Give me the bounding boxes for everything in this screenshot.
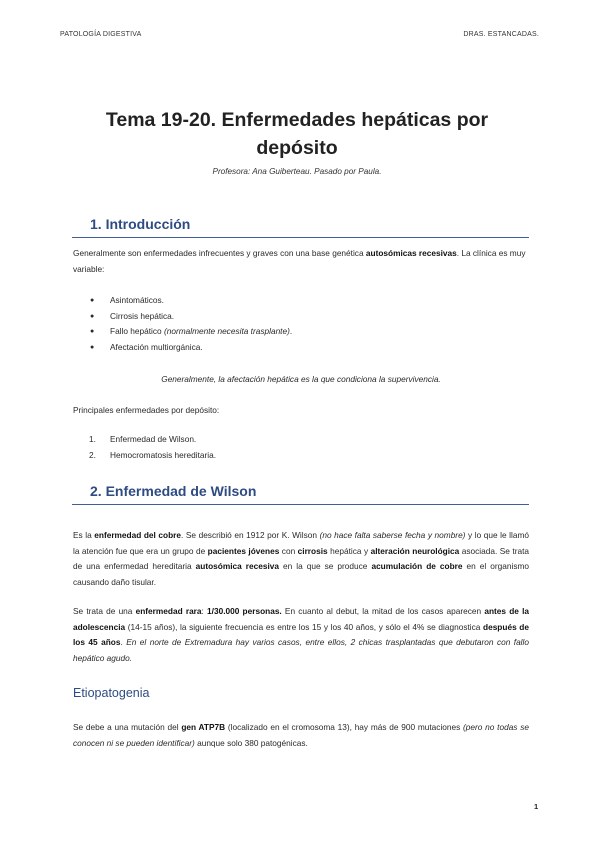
list-item-text: Hemocromatosis hereditaria.: [110, 449, 217, 460]
bold-run: autosómica recesiva: [195, 561, 280, 571]
text-run: :: [201, 606, 208, 616]
text-run: (14-15 años), la siguiente frecuencia es entre los 15 y los 40 años, y sólo el 4% se diagnostica: [125, 621, 484, 632]
section-2-heading: [90, 483, 256, 499]
title-line-1: Tema 19-20. Enfermedades hepáticas por: [105, 109, 489, 131]
text-run: . Se describió en 1912 por K. Wilson: [181, 530, 320, 540]
list-item-text: Enfermedad de Wilson.: [110, 434, 197, 444]
list-item-text: Afectación multiorgánica.: [110, 341, 203, 352]
bold-run: pacientes jóvenes: [207, 545, 280, 556]
list-item-text: Fallo hepático: [110, 326, 164, 336]
text-run: (localizado en el cromosoma 13), hay más de 900 mutaciones: [225, 722, 464, 732]
bold-run: antes de la adolescencia: [73, 606, 529, 632]
italic-run: En el norte de Extremadura hay varios casos, entre ellos, 2 chicas trasplantadas que debutaron con fallo hepático agudo.: [73, 637, 529, 663]
symptom-list: [89, 293, 509, 355]
text-run: con: [279, 545, 298, 556]
list-item: [89, 309, 509, 325]
intro-paragraph: [73, 246, 529, 277]
bold-run: 1/30.000 personas.: [207, 606, 282, 616]
list-intro: Principales enfermedades por depósito:: [73, 405, 220, 415]
bold-run: gen ATP7B: [181, 722, 226, 732]
header-right: DRAS. ESTANCADAS.: [463, 31, 539, 38]
section-1-number: 1.: [90, 216, 102, 232]
text-run: en el organismo causando daño tisular.: [73, 561, 529, 587]
text-run: hepática y: [327, 545, 371, 556]
list-item: [89, 293, 509, 309]
section-2-title: Enfermedad de Wilson: [105, 483, 257, 499]
text-run: Es la: [73, 530, 95, 540]
italic-run: (no hace falta saberse fecha y nombre): [319, 530, 466, 540]
text-run: aunque solo 380 patogénicas.: [194, 737, 308, 748]
text-run: En cuanto al debut, la mitad de los casos aparecen: [281, 606, 485, 616]
section-2-rule: [72, 504, 529, 505]
wilson-paragraph-2: [73, 604, 529, 666]
bold-run: después de los 45 años: [73, 621, 529, 647]
intro-text-2: . La clínica es muy variable:: [73, 248, 526, 274]
italic-run: (pero no todas se conocen ni se pueden identificar): [73, 722, 529, 748]
text-run: Se trata de una: [73, 606, 136, 616]
bold-run: enfermedad del cobre: [94, 530, 181, 540]
text-run: .: [120, 637, 127, 647]
list-number: 2.: [89, 449, 96, 460]
list-item: [89, 432, 509, 448]
header-left: PATOLOGÍA DIGESTIVA: [60, 31, 142, 38]
bold-run: alteración neurológica: [370, 545, 460, 556]
title-line-2: depósito: [256, 137, 338, 159]
text-run: en la que se produce: [279, 561, 372, 571]
intro-text-1: Generalmente son enfermedades infrecuentes y graves con una base genética: [73, 248, 366, 258]
etiopatogenia-heading: Etiopatogenia: [73, 686, 150, 700]
centered-note: Generalmente, la afectación hepática es la que condiciona la supervivencia.: [161, 374, 441, 384]
list-item-text: Cirrosis hepática.: [110, 310, 175, 321]
list-item: [89, 448, 509, 464]
list-item: [89, 324, 509, 340]
etiopatogenia-paragraph: [73, 720, 529, 751]
disease-list: [89, 432, 509, 463]
subtitle: Profesora: Ana Guiberteau. Pasado por Paula.: [212, 167, 382, 176]
section-2-number: 2.: [90, 483, 102, 499]
list-item: [89, 340, 509, 356]
section-1-title: Introducción: [105, 216, 191, 232]
list-number: 1.: [89, 434, 96, 444]
wilson-paragraph-1: [73, 528, 529, 590]
bold-run: enfermedad rara: [135, 606, 202, 616]
section-1-heading: [90, 216, 190, 232]
list-item-end: .: [289, 326, 293, 336]
bold-run: acumulación de cobre: [371, 561, 463, 571]
page-number: 1: [534, 802, 539, 811]
intro-bold: autosómicas recesivas: [365, 248, 457, 258]
list-item-text: Asintomáticos.: [110, 295, 164, 305]
list-item-italic: (normalmente necesita trasplante): [163, 326, 290, 336]
section-1-rule: [72, 237, 529, 238]
text-run: y lo que le llamó la atención fue que era un grupo de: [73, 530, 529, 556]
text-run: Se debe a una mutación del: [73, 722, 182, 732]
page-title: [60, 106, 534, 162]
bold-run: cirrosis: [297, 545, 328, 556]
text-run: asociada. Se trata de una enfermedad hereditaria: [73, 545, 529, 571]
